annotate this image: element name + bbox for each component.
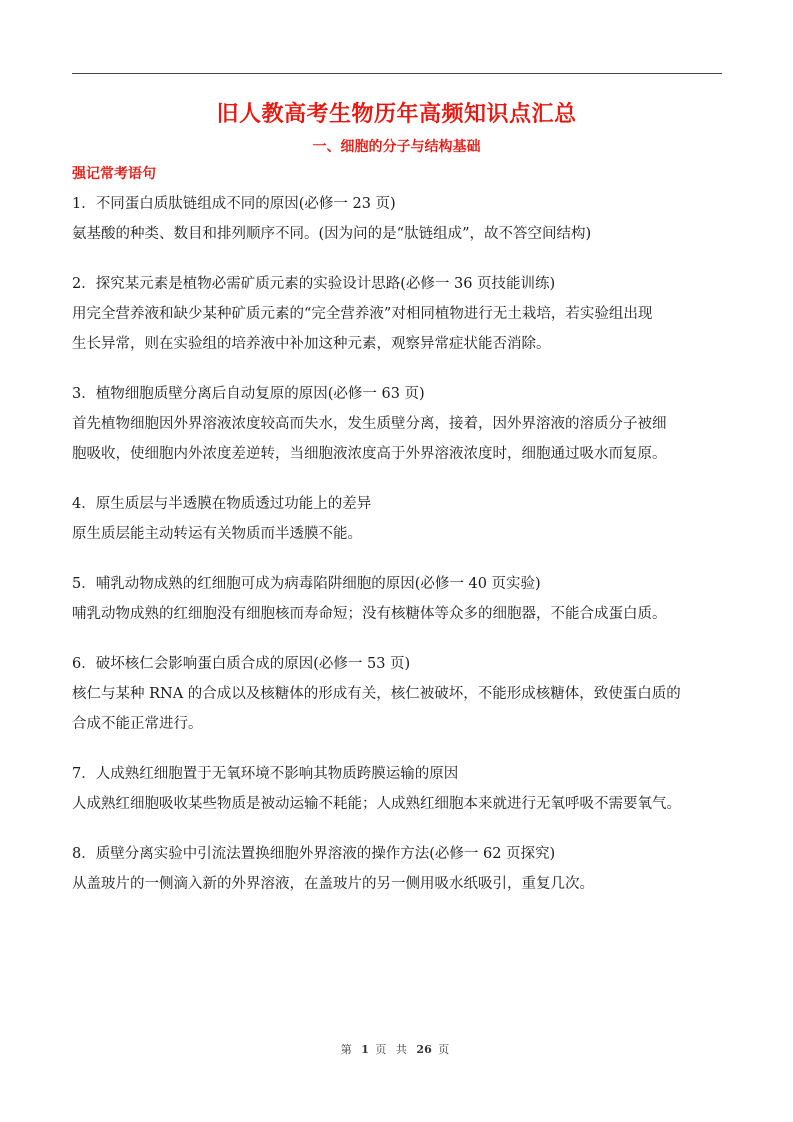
question-text: 1．不同蛋白质肽链组成不同的原因(必修一 23 页) [72, 196, 396, 212]
qa-item-2 [72, 269, 732, 359]
answer-text [72, 679, 732, 739]
qa-list [72, 189, 732, 919]
answer-line: 核仁与某种 RNA 的合成以及核糖体的形成有关，核仁被破坏，不能形成核糖体，致使蛋白质的 [72, 686, 681, 702]
footer-suffix: 页 [438, 1043, 453, 1056]
document-title: 旧人教高考生物历年高频知识点汇总 [216, 102, 577, 127]
answer-line: 胞吸收，使细胞内外浓度差逆转，当细胞液浓度高于外界溶液浓度时，细胞通过吸水而复原。 [72, 446, 667, 462]
footer-middle: 页 共 [375, 1043, 410, 1056]
chapter-subtitle: 一、细胞的分子与结构基础 [312, 139, 481, 155]
qa-item-1 [72, 189, 732, 249]
answer-line: 合成不能正常进行。 [72, 716, 203, 732]
answer-text [72, 789, 732, 819]
qa-item-8 [72, 839, 732, 899]
answer-line: 首先植物细胞因外界溶液浓度较高而失水，发生质壁分离，接着，因外界溶液的溶质分子被细 [72, 416, 667, 432]
question-text: 4．原生质层与半透膜在物质透过功能上的差异 [72, 496, 372, 512]
qa-item-3 [72, 379, 732, 469]
footer-prefix: 第 [340, 1043, 355, 1056]
answer-text [72, 599, 732, 629]
question-text: 2．探究某元素是植物必需矿质元素的实验设计思路(必修一 36 页技能训练) [72, 276, 556, 292]
header-rule [72, 73, 722, 74]
answer-text [72, 519, 732, 549]
answer-line: 氨基酸的种类、数目和排列顺序不同。(因为问的是“肽链组成”，故不答空间结构) [72, 226, 592, 242]
answer-text [72, 409, 732, 469]
answer-line: 生长异常，则在实验组的培养液中补加这种元素，观察异常症状能否消除。 [72, 336, 551, 352]
section-label: 强记常考语句 [72, 166, 156, 182]
answer-line: 原生质层能主动转运有关物质而半透膜不能。 [72, 526, 362, 542]
page-footer [0, 1042, 793, 1058]
question-text: 6．破坏核仁会影响蛋白质合成的原因(必修一 53 页) [72, 656, 411, 672]
answer-line: 哺乳动物成熟的红细胞没有细胞核而寿命短；没有核糖体等众多的细胞器，不能合成蛋白质。 [72, 606, 667, 622]
question-text: 5．哺乳动物成熟的红细胞可成为病毒陷阱细胞的原因(必修一 40 页实验) [72, 576, 541, 592]
answer-line: 用完全营养液和缺少某种矿质元素的“完全营养液”对相同植物进行无土栽培，若实验组出现 [72, 306, 653, 322]
qa-item-6 [72, 649, 732, 739]
answer-line: 从盖玻片的一侧滴入新的外界溶液，在盖玻片的另一侧用吸水纸吸引，重复几次。 [72, 876, 594, 892]
current-page-number: 1 [361, 1043, 369, 1056]
answer-line: 人成熟红细胞吸收某些物质是被动运输不耗能；人成熟红细胞本来就进行无氧呼吸不需要氧气。 [72, 796, 681, 812]
qa-item-4 [72, 489, 732, 549]
total-pages-number: 26 [416, 1043, 432, 1056]
question-text: 8．质壁分离实验中引流法置换细胞外界溶液的操作方法(必修一 62 页探究) [72, 846, 556, 862]
qa-item-5 [72, 569, 732, 629]
question-text: 7．人成熟红细胞置于无氧环境不影响其物质跨膜运输的原因 [72, 766, 459, 782]
answer-text [72, 219, 732, 249]
qa-item-7 [72, 759, 732, 819]
answer-text [72, 869, 732, 899]
question-text: 3．植物细胞质壁分离后自动复原的原因(必修一 63 页) [72, 386, 425, 402]
answer-text [72, 299, 732, 359]
